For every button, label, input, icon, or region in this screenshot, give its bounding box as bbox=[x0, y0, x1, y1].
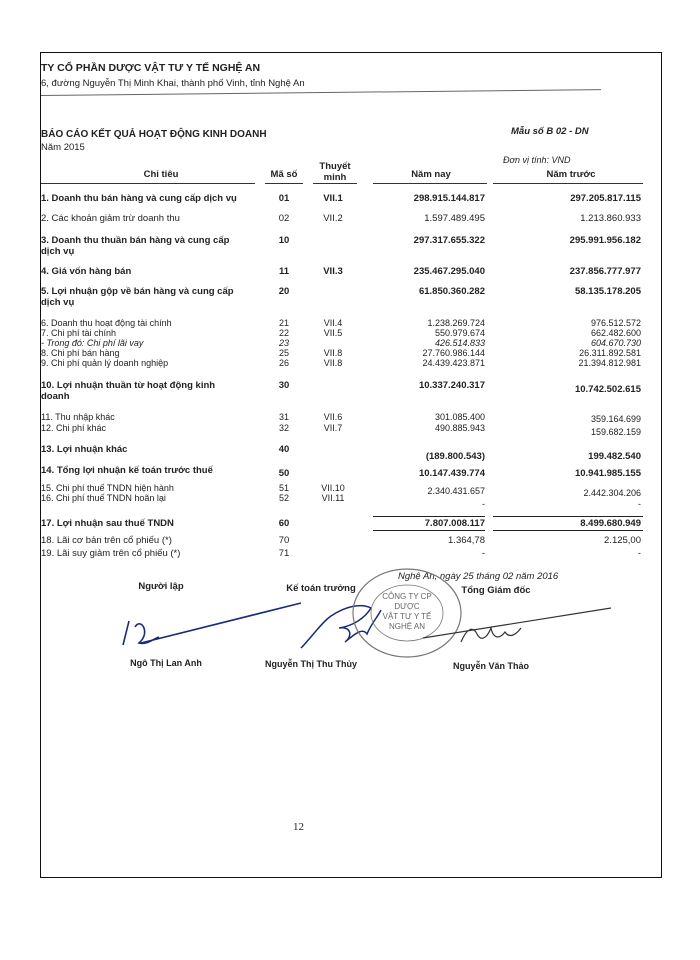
row-label: 14. Tổng lợi nhuận kế toán trước thuế bbox=[41, 465, 213, 476]
total-line bbox=[493, 516, 643, 517]
row-current: 24.439.423.871 bbox=[422, 358, 485, 368]
row-code: 01 bbox=[278, 193, 290, 204]
stamp-text: CÔNG TY CP bbox=[382, 592, 432, 601]
row-current: 7.807.008.117 bbox=[424, 518, 485, 529]
sign-date: Nghệ An, ngày 25 tháng 02 năm 2016 bbox=[398, 571, 559, 582]
row-code: 50 bbox=[278, 468, 290, 479]
row-label: - Trong đó: Chi phí lãi vay bbox=[41, 338, 144, 348]
row-label: 12. Chi phí khác bbox=[41, 423, 107, 433]
row-note: VII.5 bbox=[323, 328, 343, 338]
row-note: VII.10 bbox=[321, 483, 345, 493]
row-label: 5. Lợi nhuận gộp về bán hàng và cung cấp dịch vụ bbox=[41, 286, 234, 308]
row-label: 9. Chi phí quản lý doanh nghiệp bbox=[41, 358, 169, 368]
row-label: 13. Lợi nhuận khác bbox=[41, 444, 128, 455]
row-note: VII.7 bbox=[323, 423, 343, 433]
total-double-line bbox=[493, 530, 643, 531]
row-previous: 8.499.680.949 bbox=[580, 518, 641, 529]
row-label: 19. Lãi suy giảm trên cổ phiếu (*) bbox=[41, 548, 181, 559]
row-note: VII.11 bbox=[321, 493, 345, 503]
row-current: 2.340.431.657 bbox=[427, 486, 485, 496]
row-code: 30 bbox=[278, 380, 290, 391]
row-current: 235.467.295.040 bbox=[413, 266, 485, 277]
row-code: 52 bbox=[278, 493, 289, 503]
director-signature bbox=[421, 598, 621, 658]
row-previous: 662.482.600 bbox=[590, 328, 641, 338]
row-current: 1.364,78 bbox=[448, 535, 485, 546]
row-note: VII.4 bbox=[323, 318, 343, 328]
stamp-text: DƯỢC bbox=[394, 602, 420, 611]
row-current: 426.514.833 bbox=[434, 338, 485, 348]
row-code: 11 bbox=[278, 266, 290, 277]
row-code: 51 bbox=[278, 483, 289, 493]
row-label: 3. Doanh thu thuần bán hàng và cung cấp dịch vụ bbox=[41, 235, 230, 257]
row-code: 40 bbox=[278, 444, 290, 455]
row-previous: 159.682.159 bbox=[590, 427, 641, 437]
row-previous: 237.856.777.977 bbox=[569, 266, 641, 277]
row-label: 10. Lợi nhuận thuần từ hoạt động kinh doanh bbox=[41, 380, 216, 402]
preparer-name: Ngô Thị Lan Anh bbox=[130, 658, 202, 668]
row-code: 32 bbox=[278, 423, 289, 433]
row-note: VII.6 bbox=[323, 412, 343, 422]
row-current: 1.238.269.724 bbox=[427, 318, 485, 328]
row-code: 60 bbox=[278, 518, 290, 529]
row-code: 02 bbox=[278, 213, 290, 224]
row-note: VII.3 bbox=[323, 266, 343, 277]
row-previous: 2.125,00 bbox=[604, 535, 641, 546]
row-label: 2. Các khoản giảm trừ doanh thu bbox=[41, 213, 180, 224]
row-label: 15. Chi phí thuế TNDN hiện hành bbox=[41, 483, 174, 493]
row-label: 6. Doanh thu hoạt động tài chính bbox=[41, 318, 172, 328]
row-previous: 10.941.985.155 bbox=[574, 468, 641, 479]
director-title: Tổng Giám đốc bbox=[461, 585, 531, 596]
page-number: 12 bbox=[293, 821, 304, 833]
row-current: 1.597.489.495 bbox=[424, 213, 485, 224]
row-previous: 1.213.860.933 bbox=[580, 213, 641, 224]
header-underline bbox=[493, 183, 643, 184]
form-code: Mẫu số B 02 - DN bbox=[511, 126, 589, 137]
director-name: Nguyễn Văn Thảo bbox=[452, 661, 529, 671]
row-note: VII.1 bbox=[323, 193, 343, 204]
row-code: 23 bbox=[278, 338, 289, 348]
row-previous: - bbox=[637, 548, 641, 559]
row-code: 25 bbox=[278, 348, 289, 358]
row-current: (189.800.543) bbox=[425, 451, 485, 462]
row-previous: 26.311.892.581 bbox=[579, 348, 641, 358]
company-name: TY CỔ PHẦN DƯỢC VẬT TƯ Y TẾ NGHỆ AN bbox=[41, 62, 261, 74]
header-code: Mã số bbox=[270, 169, 298, 180]
row-code: 31 bbox=[278, 412, 289, 422]
stamp-text: VẬT TƯ Y TẾ bbox=[382, 612, 432, 621]
report-year: Năm 2015 bbox=[41, 142, 85, 153]
header-previous-year: Năm trước bbox=[546, 169, 596, 180]
header-underline bbox=[265, 183, 303, 184]
row-code: 20 bbox=[278, 286, 290, 297]
row-previous: - bbox=[638, 499, 641, 509]
row-current: - bbox=[482, 499, 485, 509]
row-previous: 2.442.304.206 bbox=[583, 488, 641, 498]
accountant-title: Kế toán trưởng bbox=[286, 583, 356, 594]
row-current: - bbox=[481, 548, 485, 559]
header-item: Chỉ tiêu bbox=[143, 169, 179, 180]
row-previous: 10.742.502.615 bbox=[574, 384, 641, 395]
report-title: BÁO CÁO KẾT QUẢ HOẠT ĐỘNG KINH DOANH bbox=[41, 129, 267, 140]
total-double-line bbox=[373, 530, 485, 531]
row-previous: 976.512.572 bbox=[590, 318, 641, 328]
row-current: 490.885.943 bbox=[434, 423, 485, 433]
row-previous: 604.670.730 bbox=[590, 338, 641, 348]
row-label: 17. Lợi nhuận sau thuế TNDN bbox=[41, 518, 174, 529]
accountant-name: Nguyễn Thị Thu Thủy bbox=[265, 659, 357, 669]
row-note: VII.8 bbox=[323, 358, 343, 368]
row-current: 10.147.439.774 bbox=[418, 468, 485, 479]
row-previous: 297.205.817.115 bbox=[570, 193, 641, 204]
row-label: 16. Chi phí thuế TNDN hoãn lại bbox=[41, 493, 166, 503]
header-underline bbox=[313, 183, 357, 184]
row-label: 1. Doanh thu bán hàng và cung cấp dịch vụ bbox=[41, 193, 237, 204]
row-previous: 295.991.956.182 bbox=[569, 235, 641, 246]
row-current: 298.915.144.817 bbox=[413, 193, 485, 204]
row-previous: 58.135.178.205 bbox=[574, 286, 641, 297]
row-previous: 21.394.812.981 bbox=[578, 358, 641, 368]
row-current: 301.085.400 bbox=[434, 412, 485, 422]
document-page bbox=[40, 52, 662, 878]
total-line bbox=[373, 516, 485, 517]
header-current-year: Năm nay bbox=[411, 169, 451, 180]
preparer-title: Người lập bbox=[138, 581, 184, 592]
row-previous: 199.482.540 bbox=[588, 451, 641, 462]
stamp-text: NGHỆ AN bbox=[388, 622, 426, 631]
row-label: 4. Giá vốn hàng bán bbox=[41, 266, 132, 277]
row-current: 61.850.360.282 bbox=[418, 286, 485, 297]
row-current: 27.760.986.144 bbox=[422, 348, 485, 358]
row-code: 21 bbox=[278, 318, 289, 328]
header-divider bbox=[41, 89, 601, 96]
row-note: VII.2 bbox=[323, 213, 343, 224]
row-code: 71 bbox=[278, 548, 290, 559]
row-label: 8. Chi phí bán hàng bbox=[41, 348, 120, 358]
row-label: 7. Chi phí tài chính bbox=[41, 328, 117, 338]
row-current: 550.979.674 bbox=[434, 328, 485, 338]
row-note: VII.8 bbox=[323, 348, 343, 358]
row-previous: 359.164.699 bbox=[590, 414, 641, 424]
row-label: 11. Thu nhập khác bbox=[41, 412, 115, 422]
row-current: 297.317.655.322 bbox=[413, 235, 485, 246]
row-code: 70 bbox=[278, 535, 290, 546]
row-code: 10 bbox=[278, 235, 290, 246]
row-code: 26 bbox=[278, 358, 289, 368]
currency-unit: Đơn vị tính: VND bbox=[503, 155, 571, 165]
header-note: Thuyết minh bbox=[319, 161, 351, 183]
header-underline bbox=[373, 183, 487, 184]
row-code: 22 bbox=[278, 328, 289, 338]
row-current: 10.337.240.317 bbox=[418, 380, 485, 391]
row-label: 18. Lãi cơ bản trên cổ phiếu (*) bbox=[41, 535, 172, 546]
header-underline bbox=[41, 183, 255, 184]
company-address: 6, đường Nguyễn Thị Minh Khai, thành phố Vinh, tỉnh Nghệ An bbox=[41, 78, 305, 89]
